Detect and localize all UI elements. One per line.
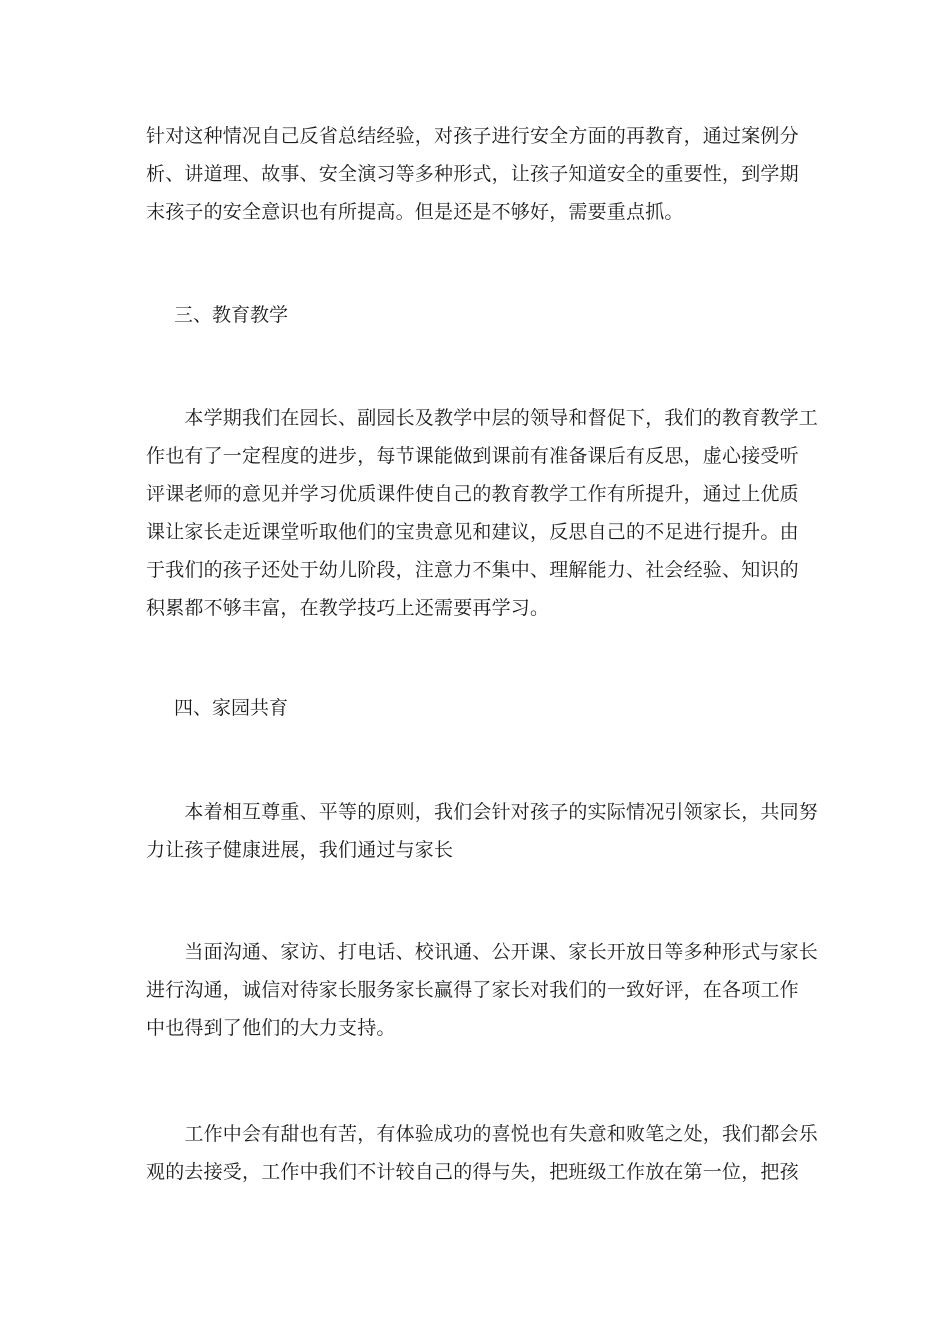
paragraph-line: 针对这种情况自己反省总结经验，对孩子进行安全方面的再教育，通过案例分	[146, 125, 799, 147]
paragraph-communication	[146, 933, 819, 1047]
paragraph-line: 积累都不够丰富，在教学技巧上还需要再学习。	[146, 597, 550, 619]
paragraph-line: 评课老师的意见并学习优质课件使自己的教育教学工作有所提升，通过上优质	[146, 483, 799, 505]
paragraph-line: 作也有了一定程度的进步，每节课能做到课前有准备课后有反思，虚心接受听	[146, 445, 799, 467]
paragraph-line: 于我们的孩子还处于幼儿阶段，注意力不集中、理解能力、社会经验、知识的	[146, 559, 799, 581]
paragraph-line: 析、讲道理、故事、安全演习等多种形式，让孩子知道安全的重要性，到学期	[146, 163, 799, 185]
paragraph-line: 本学期我们在园长、副园长及教学中层的领导和督促下，我们的教育教学工	[146, 407, 819, 429]
paragraph-line: 观的去接受，工作中我们不计较自己的得与失，把班级工作放在第一位，把孩	[146, 1161, 799, 1183]
section-heading-teaching: 三、教育教学	[174, 304, 289, 326]
paragraph-home-school-intro	[146, 793, 819, 869]
paragraph-line: 进行沟通，诚信对待家长服务家长赢得了家长对我们的一致好评，在各项工作	[146, 979, 799, 1001]
paragraph-line: 当面沟通、家访、打电话、校讯通、公开课、家长开放日等多种形式与家长	[146, 941, 819, 963]
paragraph-line: 中也得到了他们的大力支持。	[146, 1017, 396, 1039]
paragraph-safety-review	[146, 117, 806, 231]
paragraph-line: 工作中会有甜也有苦，有体验成功的喜悦也有失意和败笔之处，我们都会乐	[146, 1123, 819, 1145]
paragraph-line: 末孩子的安全意识也有所提高。但是还是不够好，需要重点抓。	[146, 201, 684, 223]
paragraph-teaching	[146, 399, 819, 627]
paragraph-line: 课让家长走近课堂听取他们的宝贵意见和建议，反思自己的不足进行提升。由	[146, 521, 799, 543]
paragraph-line: 本着相互尊重、平等的原则，我们会针对孩子的实际情况引领家长，共同努	[146, 801, 819, 823]
paragraph-work-reflection	[146, 1115, 819, 1191]
paragraph-line: 力让孩子健康进展，我们通过与家长	[146, 839, 454, 861]
section-heading-home-school: 四、家园共育	[174, 697, 289, 719]
